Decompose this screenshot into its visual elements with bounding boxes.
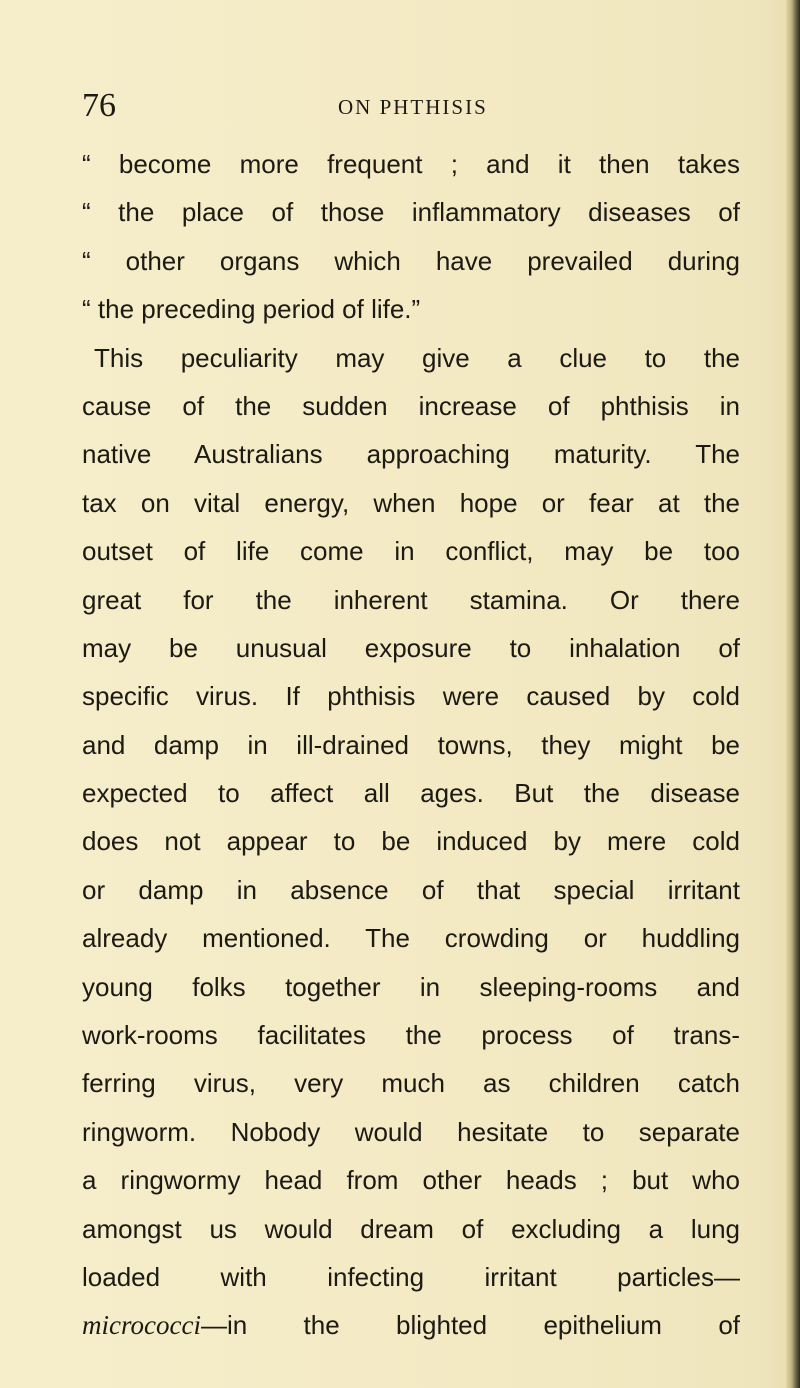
text-line: ferring virus, very much as children catch — [82, 1068, 740, 1099]
text-fragment: —in the blighted epithelium of — [200, 1310, 740, 1341]
text-line: tax on vital energy, when hope or fear at the — [82, 487, 740, 518]
italic-term: micrococci — [82, 1310, 201, 1341]
text-line: does not appear to be induced by mere cold — [82, 826, 740, 857]
text-line: This peculiarity may give a clue to the — [94, 342, 740, 373]
text-line: “ become more frequent ; and it then takes — [82, 149, 740, 179]
text-line: a ringwormy head from other heads ; but who — [82, 1165, 740, 1196]
running-head: ON PHTHISIS — [338, 95, 488, 119]
text-line-last — [82, 1301, 740, 1349]
text-line: young folks together in sleeping-rooms and — [82, 971, 740, 1002]
text-line: “ the place of those inflammatory diseases of — [82, 197, 740, 228]
text-line: already mentioned. The crowding or huddling — [82, 923, 740, 954]
text-line: ringworm. Nobody would hesitate to separate — [82, 1116, 740, 1147]
text-line: may be unusual exposure to inhalation of — [82, 632, 740, 663]
text-line: cause of the sudden increase of phthisis in — [82, 390, 740, 421]
text-line: native Australians approaching maturity. The — [82, 439, 740, 470]
text-line: work-rooms facilitates the process of trans- — [82, 1020, 740, 1051]
text-line: loaded with infecting irritant particles— — [82, 1261, 740, 1292]
text-line: expected to affect all ages. But the disease — [82, 778, 740, 809]
text-line: “ the preceding period of life.” — [82, 294, 421, 325]
text-line: and damp in ill-drained towns, they might be — [82, 729, 740, 760]
body-text — [82, 140, 740, 1350]
text-line: outset of life come in conflict, may be too — [82, 536, 740, 567]
text-line: great for the inherent stamina. Or there — [82, 584, 740, 615]
text-line: specific virus. If phthisis were caused by cold — [82, 681, 740, 712]
text-line: “ other organs which have prevailed during — [82, 245, 740, 276]
text-line: amongst us would dream of excluding a lung — [82, 1213, 740, 1244]
text-line: or damp in absence of that special irritant — [82, 874, 740, 905]
page-header — [82, 86, 740, 126]
page-edge-shadow — [786, 0, 800, 1388]
page-number: 76 — [82, 87, 116, 124]
